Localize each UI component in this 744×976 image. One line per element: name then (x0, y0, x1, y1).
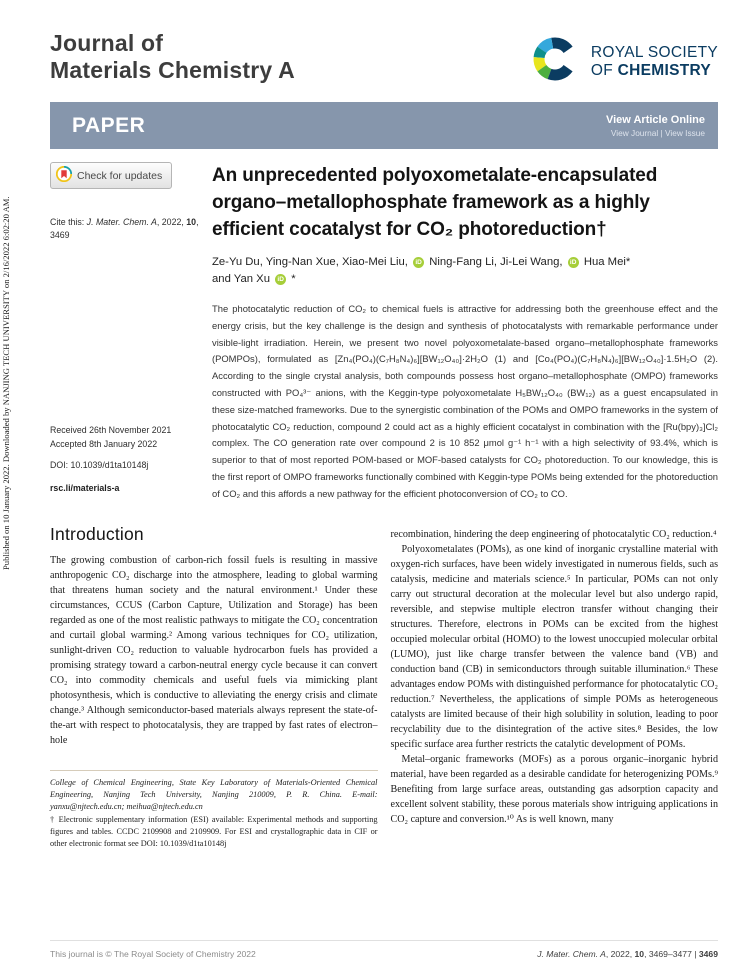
page-number: 3469 (698, 949, 718, 959)
paper-type-label: PAPER (72, 113, 146, 137)
rsc-logo (527, 32, 718, 91)
view-article-online-link[interactable]: View Article Online (605, 113, 705, 126)
body-columns (50, 524, 718, 850)
view-journal-issue-links[interactable]: View Journal | View Issue (610, 127, 705, 138)
masthead (50, 30, 718, 91)
page-footer (50, 940, 718, 959)
doi: DOI: 10.1039/d1ta10148j (50, 460, 149, 470)
orcid-icon[interactable]: iD (568, 257, 579, 268)
crossmark-icon (56, 166, 72, 185)
cite-this: Cite this: J. Mater. Chem. A, 2022, 10, 3469 (50, 217, 199, 240)
received-date: Received 26th November 2021 (50, 425, 172, 435)
abstract: The photocatalytic reduction of CO₂ to chemical fuels is attractive for addressing both the greenhouse effect and the energy crisis, but the key challenge is the design and synthesis of photocatalysts with remarkable performance under visible-light irradiation. Herein, we present two novel polyoxometalate-based organo–metallophosphate frameworks (POMPOs), formulated as [Zn₄(PO₄)(C₇H₈N₄)₆][BW₁₂O₄₀]·2H₂O (1) and [Co₄(PO₄)(C₇H₈N₄)₆][BW₁₂O₄₀]·1.5H₂O (2). According to the single crystal analysis, both compounds possess host organo–metallophosphate (OMPO) frameworks constructed with PO₄³⁻ anions, with the Keggin-type polyoxometalate H₅BW₁₂O₄₀ (BW₁₂) as a guest encapsulated in these size-matched frameworks. Due to the synergistic combination of the POMs and OMPO frameworks in the system of photocatalytic CO₂ reduction, compound 2 could act as a highly efficient cocatalyst in combination with the [Ru(bpy)₃]Cl₂ complex. The CO generation rate over compound 2 is 10 852 μmol g⁻¹ h⁻¹ with a high selectivity of 93.4%, which is superior to that of most reported POM-based or MOF-based catalysts for CO₂ photoreduction. To our knowledge, this is the first report of OMPO frameworks functionally combined with Keggin-type POMs being extended for the photoreduction of CO₂ and this affords a new pathway for the efficient photoconversion of CO₂ to CO. (212, 303, 718, 499)
body-paragraph: Polyoxometalates (POMs), as one kind of inorganic crystalline material with oxygen-rich surfaces, have been widely investigated in numerous fields, such as catalysis, medicine and materials science.⁵ In particular, POMs can not only carry out structural decoration at the molecular level but also undergo rapid, reversible, and stepwise multiple electron transfer without changing their structures. Therefore, electrons in POMs can be excited from the highest occupied molecular orbital (HOMO) to the lowest unoccupied molecular orbital (LUMO), just like charge transfer between the valence band (VB) and conduction band (CB) in semiconductors through suitable illumination.⁶ These advantages endow POMs with distinguished performance for photocatalytic CO₂ reduction.⁷ Nevertheless, the applications of simple POMs as heterogeneous catalysts are limited because of their high solubility in solution, leading to poor recyclability due to the disintegration of the active sites.⁸ Besides, the low specific surface area further restricts the catalytic development of POMs. (390, 544, 718, 750)
orcid-icon[interactable]: iD (413, 257, 424, 268)
check-for-updates-label: Check for updates (77, 169, 163, 182)
check-for-updates-button[interactable] (50, 162, 172, 189)
body-paragraph: Metal–organic frameworks (MOFs) as a porous organic–inorganic hybrid material, have been regarded as a desirable candidate for heterogenizing POMs.⁹ Benefiting from large surface areas, outstanding gas adsorption capacity and excellent solvent stability, these porous materials show intriguing applications in CO₂ capture and conversion.¹⁰ As is well known, many (390, 754, 718, 825)
download-watermark-text: Published on 10 January 2022. Downloaded by NANJING TECH UNIVERSITY on 2/16/2022 6:02:20 AM. (1, 196, 11, 570)
rsc-logo-line2: OF CHEMISTRY (590, 61, 712, 79)
esi-footnote: † Electronic supplementary information (ESI) available: Experimental methods and supporting figures and tables. CCDC 2109908 and 2109909. For ESI and crystallographic data in CIF or other electronic format see DOI: 10.1039/d1ta10148j (50, 815, 378, 848)
article-title: An unprecedented polyoxometalate-encapsulated organo–metallophosphate framework as a highly efficient cocatalyst for CO₂ photoreduction† (212, 165, 658, 240)
journal-name-line2: Materials Chemistry A (50, 56, 295, 83)
article-head (50, 162, 718, 512)
journal-name (50, 30, 295, 83)
footnotes (50, 770, 378, 850)
authors-seg2: Ning-Fang Li, Ji-Lei Wang, (429, 256, 563, 268)
history-dates (50, 424, 171, 451)
authors-seg4: and Yan Xu (212, 273, 271, 285)
copyright-note: This journal is © The Royal Society of Chemistry 2022 (50, 949, 256, 959)
body-paragraph: recombination, hindering the deep engineering of photocatalytic CO₂ reduction.⁴ (390, 529, 717, 540)
journal-name-line1: Journal of (50, 30, 164, 56)
meta-column (50, 162, 202, 512)
right-column (391, 527, 719, 850)
affiliation-footnote: College of Chemical Engineering, State Key Laboratory of Materials-Oriented Chemical Engineering, Nanjing Tech University, Nanjing 210009, P. R. China. E-mail: yanxu@njtech.edu.cn; meihua@njtech.edu.cn (50, 778, 378, 811)
accepted-date: Accepted 8th January 2022 (50, 438, 158, 449)
orcid-icon[interactable]: iD (275, 274, 286, 285)
author-list (212, 254, 718, 288)
left-column (50, 524, 378, 850)
rsc-logo-text (591, 44, 718, 80)
citation-pagination: J. Mater. Chem. A, 2022, 10, 3469–3477 | 3469 (537, 949, 718, 959)
body-paragraph: The growing combustion of carbon-rich fossil fuels is resulting in massive anthropogenic CO₂ discharge into the atmosphere, leading to global warming that threatens human society and the natural environment.¹ Under these circumstances, CCUS (Carbon Capture, Utilization and Storage) has been regarded as one of the most realistic pathways to mitigate the CO₂ concentration and curtail global warming.² Among various techniques for CO₂ utilization, sunlight-driven CO₂ reduction to valuable hydrocarbon fuels has provided a promising strategy toward a carbon-neutral energy cycle because it can convert CO₂ into commodity chemicals and useful fuels via mimicking plant photosynthesis, which is conductive to alleviating the energy crisis and climate change.³ Although semiconductor-based materials always represent the state-of-the-art with respect to photocatalysis, they are trapped by fast rates of electron–hole (50, 555, 378, 746)
journal-url-link[interactable]: rsc.li/materials-a (50, 483, 120, 493)
title-column (202, 162, 718, 512)
download-watermark (1, 128, 21, 638)
authors-seg3: Hua Mei* (583, 256, 631, 268)
section-heading-introduction: Introduction (50, 524, 144, 544)
authors-seg1: Ze-Yu Du, Ying-Nan Xue, Xiao-Mei Liu, (212, 256, 408, 268)
banner-links (606, 114, 705, 138)
authors-star: * (291, 273, 296, 285)
rsc-logo-line1: ROYAL SOCIETY (590, 43, 718, 61)
paper-banner (50, 102, 718, 149)
rsc-logo-icon (527, 32, 583, 91)
